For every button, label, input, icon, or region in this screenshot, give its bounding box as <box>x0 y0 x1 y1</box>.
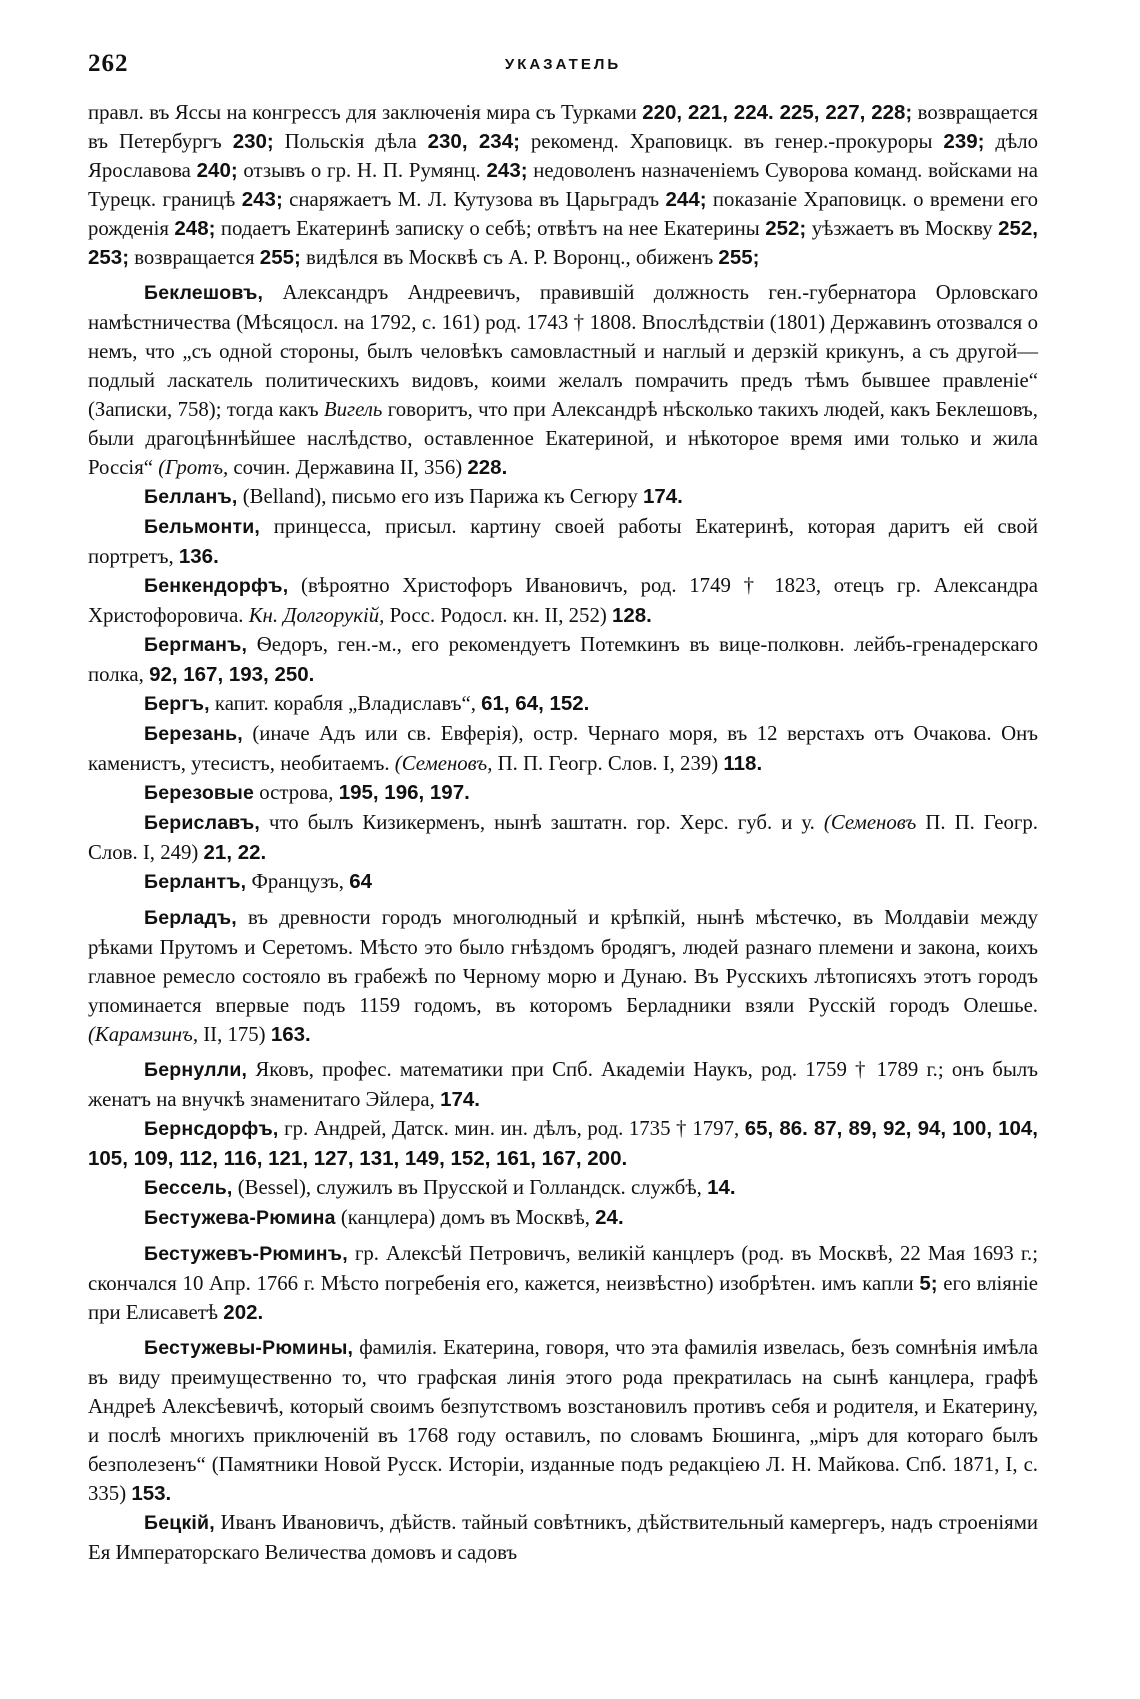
page-references: 230, 234; <box>427 130 520 153</box>
page-references: 174. <box>642 485 683 508</box>
page-references: 255; <box>259 246 301 269</box>
page-references: 163. <box>270 1023 311 1046</box>
index-entry: Бернулли, Яковъ, профес. математики при Спб. Академіи Наукъ, род. 1759 † 1789 г.; онъ былъ женатъ на внучкѣ знаменитаго Эйлера, 174. <box>88 1058 1038 1111</box>
entry-headword: Бергманъ, <box>144 634 248 656</box>
page-references: 153. <box>131 1482 172 1505</box>
entry-headword: Березовые <box>144 782 255 804</box>
page-references: 252, 253; <box>88 217 1038 269</box>
page-references: 255; <box>718 246 760 269</box>
index-entry: Бернсдорфъ, гр. Андрей, Датск. мин. ин. дѣлъ, род. 1735 † 1797, 65, 86. 87, 89, 92, 94, 100, 104, 105, 109, 112, 116, 121, 127, 131, 149, 152, 161, 167, 200. <box>88 1117 1038 1170</box>
index-entry: Березань, (иначе Адъ или св. Евферія), остр. Чернаго моря, въ 12 верстахъ отъ Очакова. Онъ каменистъ, утесистъ, необитаемъ. (Семеновъ, П. П. Геогр. Слов. I, 239) 118. <box>88 722 1038 775</box>
page-number: 262 <box>88 50 129 77</box>
entry-headword: Бессель, <box>144 1177 233 1199</box>
entry-headword: Берладъ, <box>144 907 237 929</box>
entry-headword: Белланъ, <box>144 486 238 508</box>
page-references: 61, 64, 152. <box>481 692 590 715</box>
index-entry: Берлантъ, Французъ, 64 <box>144 870 373 893</box>
running-head: УКАЗАТЕЛЬ <box>504 56 622 73</box>
page-references: 240; <box>196 159 238 182</box>
entry-headword: Бергъ, <box>144 693 210 715</box>
entry-headword: Бестужевъ-Рюминъ, <box>144 1243 348 1265</box>
page-references: 136. <box>178 545 219 568</box>
entry-headword: Бельмонти, <box>144 516 261 538</box>
page-references: 248; <box>174 217 216 240</box>
index-entry: Березовые острова, 195, 196, 197. <box>144 781 470 804</box>
entry-headword: Берлантъ, <box>144 871 247 893</box>
page-references: 239; <box>943 130 985 153</box>
index-entry: Бенкендорфъ, (вѣроятно Христофоръ Ивановичъ, род. 1749 † 1823, отецъ гр. Александра Христофоровича. Кн. Долгорукій, Росс. Родосл. кн. II, 252) 128. <box>88 574 1038 627</box>
index-entry-continuation: правл. въ Яссы на конгрессъ для заключенія мира съ Турками 220, 221, 224. 225, 227, 228; возвращается въ Петербургъ 230; Польскія дѣла 230, 234; рекоменд. Храповицк. въ генер.-прокуроры 239; дѣло Ярославова 240; отзывъ о гр. Н. П. Румянц. 243; недоволенъ назначеніемъ Суворова команд. войсками на Турецк. границѣ 243; снаряжаетъ М. Л. Кутузова въ Царьградъ 244; показаніе Храповицк. о времени его рожденія 248; подаетъ Екатеринѣ записку о себѣ; отвѣтъ на нее Екатерины 252; уѣзжаетъ въ Москву 252, 253; возвращается 255; видѣлся въ Москвѣ съ А. Р. Воронц., обиженъ 255; <box>88 101 1039 269</box>
index-entry: Бецкій, Иванъ Ивановичъ, дѣйств. тайный совѣтникъ, дѣйствительный камергеръ, надъ строеніями Ея Императорскаго Величества домовъ и садовъ <box>88 1511 1038 1564</box>
entry-headword: Березань, <box>144 723 243 745</box>
index-entry: Бергманъ, Ѳедоръ, ген.-м., его рекомендуетъ Потемкинъ въ вице-полковн. лейбъ-гренадерскаго полка, 92, 167, 193, 250. <box>88 633 1038 686</box>
page-references: 195, 196, 197. <box>338 781 470 804</box>
index-entry: Беклешовъ, Александръ Андреевичъ, правившій должность ген.-губернатора Орловскаго намѣстничества (Мѣсяцосл. на 1792, с. 161) род. 1743 † 1808. Впослѣдствіи (1801) Державинъ отозвался о немъ, что „съ одной стороны, былъ человѣкъ самовластный и наглый и дерзкій крикунъ, а съ другой—подлый ласкатель политическихъ видовъ, коими желалъ помрачить предъ тѣмъ бывшее правленіе“ (Записки, 758); тогда какъ Вигель говоритъ, что при Александрѣ нѣсколько такихъ людей, какъ Беклешовъ, были драгоцѣннѣйшее наслѣдство, оставленное Екатериной, и нѣкоторое время ими только и жила Россія“ (Гротъ, сочин. Державина II, 356) 228. <box>88 281 1038 479</box>
page-references: 92, 167, 193, 250. <box>149 663 315 686</box>
page-references: 64 <box>349 870 373 893</box>
page-references: 14. <box>707 1176 736 1199</box>
page-references: 24. <box>595 1206 624 1229</box>
index-entries <box>88 98 1038 1567</box>
page-references: 202. <box>223 1301 264 1324</box>
entry-headword: Беклешовъ, <box>144 282 264 304</box>
page-references: 228. <box>467 456 508 479</box>
index-entry: Бергъ, капит. корабля „Владиславъ“, 61, 64, 152. <box>144 692 590 715</box>
index-entry: Берладъ, въ древности городъ многолюдный и крѣпкій, нынѣ мѣстечко, въ Молдавіи между рѣками Прутомъ и Серетомъ. Мѣсто это было гнѣздомъ бродягъ, людей разнаго племени и закона, коихъ главное ремесло состояло въ грабежѣ по Черному морю и Дунаю. Въ Русскихъ лѣтописяхъ этотъ городъ упоминается впервые подъ 1159 годомъ, въ которомъ Берладники взяли Русскій городъ Олешье. (Карамзинъ, II, 175) 163. <box>88 906 1038 1046</box>
index-entry: Бериславъ, что былъ Кизикерменъ, нынѣ заштатн. гор. Херс. губ. и у. (Семеновъ П. П. Геогр. Слов. I, 249) 21, 22. <box>88 811 1039 864</box>
entry-headword: Бецкій, <box>144 1512 215 1534</box>
entry-headword: Бестужева-Рюмина <box>144 1207 336 1229</box>
page-references: 244; <box>665 188 707 211</box>
index-entry: Бессель, (Bessel), служилъ въ Прусской и Голландск. службѣ, 14. <box>144 1176 736 1199</box>
index-entry: Бестужевъ-Рюминъ, гр. Алексѣй Петровичъ, великій канцлеръ (род. въ Москвѣ, 22 Мая 1693 г.; скончался 10 Апр. 1766 г. Мѣсто погребенія его, кажется, неизвѣстно) изобрѣтен. имъ капли 5; его вліяніе при Елисаветѣ 202. <box>88 1242 1038 1324</box>
entry-headword: Бернсдорфъ, <box>144 1118 279 1140</box>
page-references: 220, 221, 224. 225, 227, 228; <box>642 101 913 124</box>
page-references: 174. <box>440 1088 480 1111</box>
entry-headword: Бернулли, <box>144 1059 248 1081</box>
index-entry: Бельмонти, принцесса, присыл. картину своей работы Екатеринѣ, которая даритъ ей свой портретъ, 136. <box>88 515 1038 568</box>
page-references: 243; <box>486 159 528 182</box>
index-entry: Бестужевы-Рюмины, фамилія. Екатерина, говоря, что эта фамилія извелась, безъ сомнѣнія имѣла въ виду преимущественно то, что графская линія этого рода прекратилась на сынѣ канцлера, графѣ Андреѣ Алексѣевичѣ, который своимъ безпутствомъ возстановилъ противъ себя и родителя, и Екатерину, и послѣ многихъ приключеній въ 1768 году оставилъ, по словамъ Бюшинга, „міръ для котораго былъ безполезенъ“ (Памятники Новой Русск. Исторіи, изданные подъ редакціею Л. Н. Майкова. Спб. 1871, I, с. 335) 153. <box>88 1336 1038 1505</box>
page-references: 243; <box>241 188 283 211</box>
page-references: 65, 86. 87, 89, 92, 94, 100, 104, 105, 109, 112, 116, 121, 127, 131, 149, 152, 161, 167, 200. <box>88 1117 1038 1170</box>
entry-headword: Бенкендорфъ, <box>144 575 289 597</box>
page-header <box>88 50 1038 80</box>
page-references: 21, 22. <box>203 841 267 864</box>
page-references: 118. <box>723 752 763 775</box>
page-references: 230; <box>232 130 274 153</box>
entry-headword: Бериславъ, <box>144 812 260 834</box>
index-entry: Бестужева-Рюмина (канцлера) домъ въ Москвѣ, 24. <box>144 1206 624 1229</box>
page-references: 128. <box>611 604 652 627</box>
index-entry: Белланъ, (Belland), письмо его изъ Парижа къ Сегюру 174. <box>144 485 683 508</box>
page-references: 5; <box>919 1272 938 1295</box>
page-references: 252; <box>765 217 807 240</box>
entry-headword: Бестужевы-Рюмины, <box>144 1337 354 1359</box>
